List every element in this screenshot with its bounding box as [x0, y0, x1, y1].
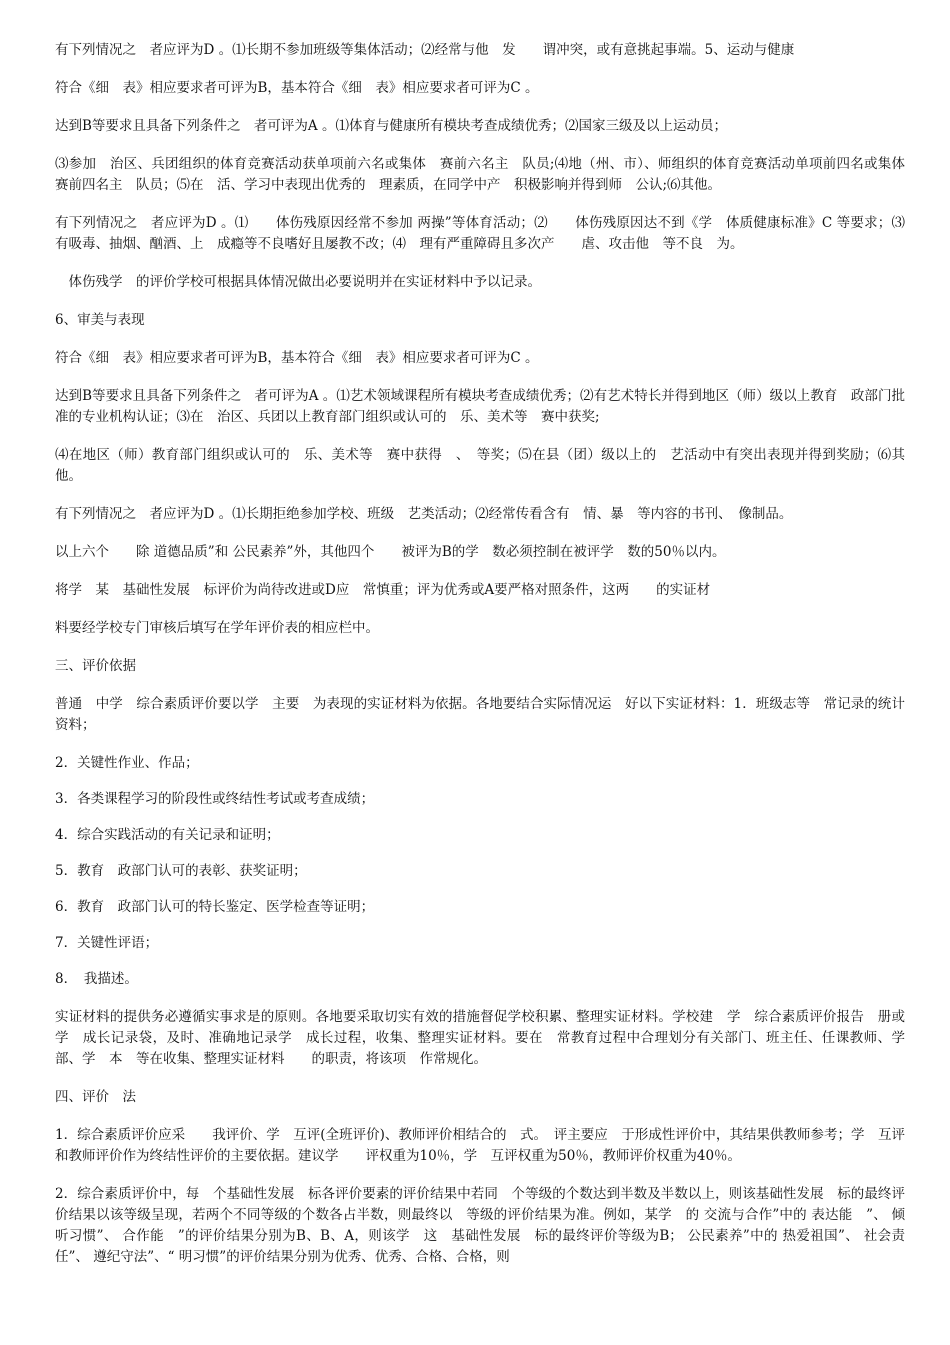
section-heading-aesthetics: 6、审美与表现: [55, 312, 145, 328]
section-heading-evaluation-basis: 三、评价依据: [55, 658, 136, 674]
paragraph-2: 符合《细 表》相应要求者可评为B，基本符合《细 表》相应要求者可评为C 。: [55, 80, 539, 96]
paragraph-8: 符合《细 表》相应要求者可评为B，基本符合《细 表》相应要求者可评为C 。: [55, 350, 539, 366]
document-page: [55, 40, 932, 1285]
paragraph-27: 2．综合素质评价中，每 个基础性发展 标各评价要素的评价结果中若同 个等级的个数达到半数及半数以上，则该基础性发展 标的最终评价结果以该等级呈现，若两个不同等级的个数各占半数，则最终以 等级的评价结果为准。例如，某学 的 交流与合作”中的 表达能 ”、 倾听习惯”、 合作能 ”的评价结果分别为B、B、A，则该学 这 基础性发展 标的最终评价等级为B； 公民素养”中的 热爱祖国”、 社会责任”、 遵纪守法”、“ 明习惯”的评价结果分别为优秀、优秀、合格、合格，则: [55, 1186, 905, 1265]
paragraph-13: 将学 某 基础性发展 标评价为尚待改进或D应 常慎重；评为优秀或A要严格对照条件，这两 的实证材: [55, 582, 711, 598]
paragraph-3: 达到B等要求且具备下列条件之 者可评为A 。⑴体育与健康所有模块考查成绩优秀；⑵国家三级及以上运动员；: [55, 118, 727, 134]
paragraph-14: 料要经学校专门审核后填写在学年评价表的相应栏中。: [55, 620, 379, 636]
paragraph-24: 实证材料的提供务必遵循实事求是的原则。各地要采取切实有效的措施督促学校积累、整理实证材料。学校建 学 综合素质评价报告 册或学 成长记录袋，及时、准确地记录学 成长过程，收集、整理实证材料。要在 常教育过程中合理划分有关部门、班主任、任课教师、学 部、学 本 等在收集、整理实证材料 的职责，将该项 作常规化。: [55, 1009, 932, 1067]
paragraph-11: 有下列情况之 者应评为D 。⑴长期拒绝参加学校、班级 艺类活动；⑵经常传看含有 情、暴 等内容的书刊、 像制品。: [55, 506, 793, 522]
paragraph-1: 有下列情况之 者应评为D 。⑴长期不参加班级等集体活动；⑵经常与他 发 谓冲突，或有意挑起事端。5、运动与健康: [55, 42, 795, 58]
paragraph-26: 1．综合素质评价应采 我评价、学 互评(全班评价)、教师评价相结合的 式。 评主要应 于形成性评价中，其结果供教师参考；学 互评和教师评价作为终结性评价的主要依据。建议学 评权重为10％，学 互评权重为50％，教师评价权重为40％。: [55, 1127, 905, 1164]
paragraph-16: 普通 中学 综合素质评价要以学 主要 为表现的实证材料为依据。各地要结合实际情况运 好以下实证材料：1．班级志等 常记录的统计资料；: [55, 696, 905, 733]
list-item-8: 8． 我描述。: [55, 971, 138, 987]
list-item-5: 5．教育 政部门认可的表彰、获奖证明；: [55, 863, 307, 879]
paragraph-5: 有下列情况之 者应评为D 。⑴ 体伤残原因经常不参加 两操”等体育活动；⑵ 体伤残原因达不到《学 体质健康标准》C 等要求；⑶有吸毒、抽烟、酗酒、上 成瘾等不良嗜好且屡教不改；⑷ 理有严重障碍且多次产 虐、攻击他 等不良 为。: [55, 215, 905, 252]
paragraph-10: ⑷在地区（师）教育部门组织或认可的 乐、美术等 赛中获得 、 等奖；⑸在县（团）级以上的 艺活动中有突出表现并得到奖励；⑹其他。: [55, 447, 905, 484]
list-item-3: 3．各类课程学习的阶段性或终结性考试或考查成绩；: [55, 791, 375, 807]
list-item-4: 4．综合实践活动的有关记录和证明；: [55, 827, 280, 843]
paragraph-4: ⑶参加 治区、兵团组织的体育竞赛活动获单项前六名或集体 赛前六名主 队员;⑷地（州、市）、师组织的体育竞赛活动单项前四名或集体 赛前四名主 队员；⑸在 活、学习中表现出优秀的 理素质，在同学中产 积极影响并得到师 公认;⑹其他。: [55, 156, 919, 193]
section-heading-evaluation-method: 四、评价 法: [55, 1089, 136, 1105]
list-item-6: 6．教育 政部门认可的特长鉴定、医学检查等证明；: [55, 899, 375, 915]
list-item-2: 2．关键性作业、作品；: [55, 755, 199, 771]
list-item-7: 7．关键性评语；: [55, 935, 159, 951]
paragraph-12: 以上六个 除 道德品质”和 公民素养”外，其他四个 被评为B的学 数必须控制在被评学 数的50％以内。: [55, 544, 726, 560]
paragraph-6: 体伤残学 的评价学校可根据具体情况做出必要说明并在实证材料中予以记录。: [55, 274, 541, 290]
paragraph-9: 达到B等要求且具备下列条件之 者可评为A 。⑴艺术领域课程所有模块考查成绩优秀；⑵有艺术特长并得到地区（师）级以上教育 政部门批准的专业机构认证；⑶在 治区、兵团以上教育部门组织或认可的 乐、美术等 赛中获奖;: [55, 388, 905, 425]
